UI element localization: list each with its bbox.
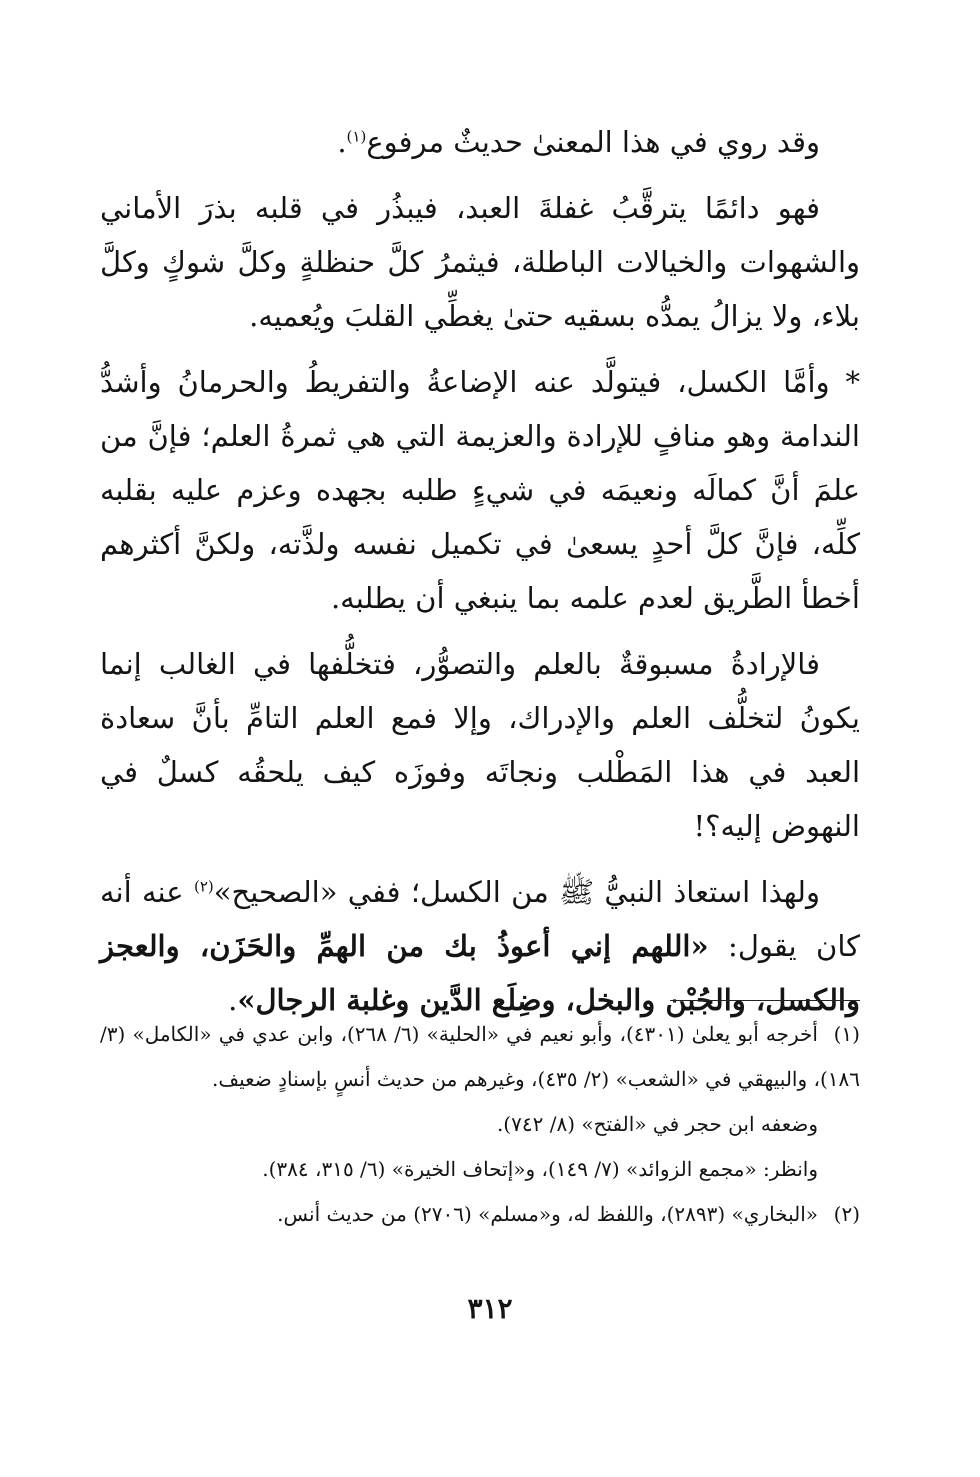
paragraph-3: * وأمَّا الكسل، فيتولَّد عنه الإضاعةُ والتفريطُ والحرمانُ وأشدُّ الندامة وهو منافٍ للإرادة والعزيمة التي هي ثمرةُ العلم؛ فإنَّ من علمَ أنَّ كمالَه ونعيمَه في شيءٍ طلبه بجهده وعزم عليه بقلبه كلِّه، فإنَّ كلَّ أحدٍ يسعىٰ في تكميل نفسه ولذَّته، ولكنَّ أكثرهم أخطأ الطَّريق لعدم علمه بما ينبغي أن يطلبه. (100, 365, 860, 615)
footnote-ref-1[interactable]: (١) (346, 127, 367, 146)
footnote-2 (100, 1192, 860, 1237)
main-text (100, 115, 860, 1027)
paragraph-5-text-b: عنه أنه كان يقول: (100, 875, 860, 963)
footnote-1-line-2: وضعفه ابن حجر في «الفتح» (٨/ ٧٤٢). (496, 1112, 818, 1136)
footnote-2-number: (٢) (833, 1202, 860, 1226)
paragraph-5 (100, 865, 860, 1027)
footnote-1-number: (١) (833, 1022, 860, 1046)
paragraph-1-text: وقد روي في هذا المعنىٰ حديثٌ مرفوع (366, 125, 820, 159)
paragraph-5-end: . (228, 983, 238, 1017)
footnote-1-line-3: وانظر: «مجمع الزوائد» (٧/ ١٤٩)، و«إتحاف الخيرة» (٦/ ٣١٥، ٣٨٤). (262, 1157, 818, 1181)
footnote-ref-2[interactable]: (٢) (193, 877, 214, 896)
footnote-1 (100, 1012, 860, 1102)
paragraph-2: فهو دائمًا يترقَّبُ غفلةَ العبد، فيبذُر في قلبه بذرَ الأماني والشهوات والخيالات الباطلة، فيثمرُ كلَّ حنظلةٍ وكلَّ شوكٍ وكلَّ بلاء، ولا يزالُ يمدُّه بسقيه حتىٰ يغطِّي القلبَ ويُعميه. (100, 191, 860, 333)
footnote-1-text: أخرجه أبو يعلىٰ (٤٣٠١)، وأبو نعيم في «الحلية» (٦/ ٢٦٨)، وابن عدي في «الكامل» (٣/ ١٨٦)، والبيهقي في «الشعب» (٢/ ٤٣٥)، وغيرهم من حديث أنسٍ بإسنادٍ ضعيف. (100, 1022, 860, 1091)
paragraph-4: فالإرادةُ مسبوقةٌ بالعلم والتصوُّر، فتخلُّفها في الغالب إنما يكونُ لتخلُّف العلم والإدراك، وإلا فمع العلم التامِّ بأنَّ سعادة العبد في هذا المَطْلب ونجاتَه وفوزَه كيف يلحقُه كسلٌ في النهوض إليه؟! (100, 647, 860, 843)
page-number: ٣١٢ (467, 1292, 513, 1325)
hadith-quote: «اللهم إني أعوذُ بك من الهمِّ والحَزَن، والعجز والكسل، والجُبْن والبخل، وضِلَع الدَّين وغلبة الرجال» (100, 929, 860, 1017)
footnote-2-text: «البخاري» (٢٨٩٣)، واللفظ له، و«مسلم» (٢٧٠٦) من حديث أنس. (277, 1202, 818, 1226)
footnotes (100, 1012, 860, 1237)
footnote-divider (670, 1000, 860, 1001)
paragraph-1 (100, 115, 860, 169)
paragraph-1-end: . (337, 125, 347, 159)
paragraph-5-text-a: ولهذا استعاذ النبيُّ ﷺ من الكسل؛ ففي «الصحيح» (213, 875, 820, 909)
